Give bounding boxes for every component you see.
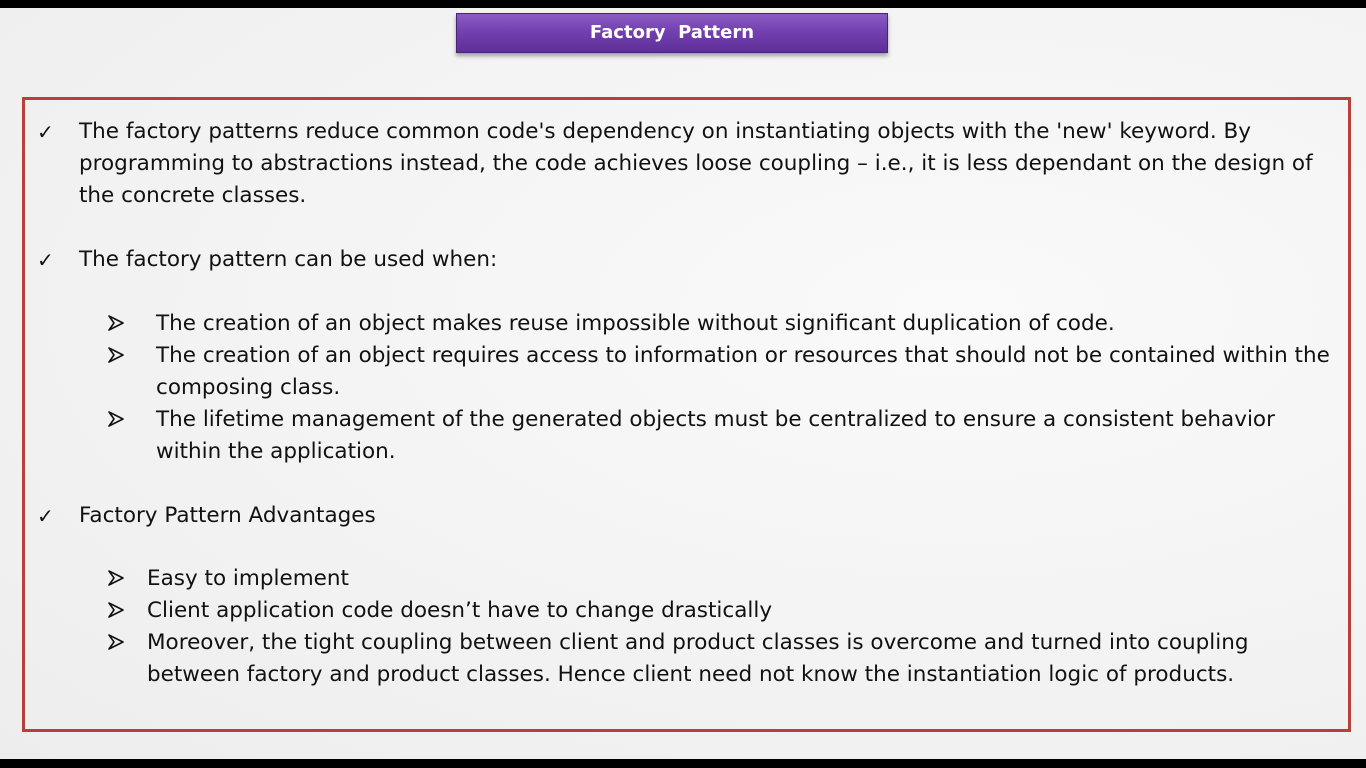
slide <box>0 8 1366 759</box>
arrow-bullet-icon <box>107 633 125 651</box>
bullet-3-sub-3-line-2: between factory and product classes. Hence client need not know the instantiation logic of products. <box>147 662 1235 687</box>
bullet-1-line-1: The factory patterns reduce common code's dependency on instantiating objects with the 'new' keyword. By <box>79 119 1251 144</box>
arrow-bullet-icon <box>107 410 125 428</box>
bullet-3-text: Factory Pattern Advantages <box>79 503 376 528</box>
bullet-2-sub-3-line-1: The lifetime management of the generated objects must be centralized to ensure a consistent behavior <box>156 407 1275 432</box>
check-icon: ✓ <box>37 248 54 272</box>
bullet-3-sub-3-line-1: Moreover, the tight coupling between client and product classes is overcome and turned into coupling <box>147 630 1249 655</box>
arrow-bullet-icon <box>107 314 125 332</box>
bullet-3-sub-2-line-1: Client application code doesn’t have to change drastically <box>147 598 773 623</box>
bullet-2-sub-1-line-1: The creation of an object makes reuse impossible without significant duplication of code. <box>156 311 1115 336</box>
arrow-bullet-icon <box>107 569 125 587</box>
bullet-2-sub-2-line-2: composing class. <box>156 375 341 400</box>
arrow-bullet-icon <box>107 346 125 364</box>
slide-title: Factory Pattern <box>456 13 888 53</box>
bullet-1-line-3: the concrete classes. <box>79 183 307 208</box>
bullet-1-line-2: programming to abstractions instead, the code achieves loose coupling – i.e., it is less dependant on the design of <box>79 151 1313 176</box>
bullet-3-sub-1-line-1: Easy to implement <box>147 566 349 591</box>
bullet-2-text: The factory pattern can be used when: <box>79 247 498 272</box>
arrow-bullet-icon <box>107 601 125 619</box>
bullet-2-sub-2-line-1: The creation of an object requires access to information or resources that should not be contained within the <box>156 343 1330 368</box>
check-icon: ✓ <box>37 120 54 144</box>
check-icon: ✓ <box>37 504 54 528</box>
bullet-2-sub-3-line-2: within the application. <box>156 439 396 464</box>
